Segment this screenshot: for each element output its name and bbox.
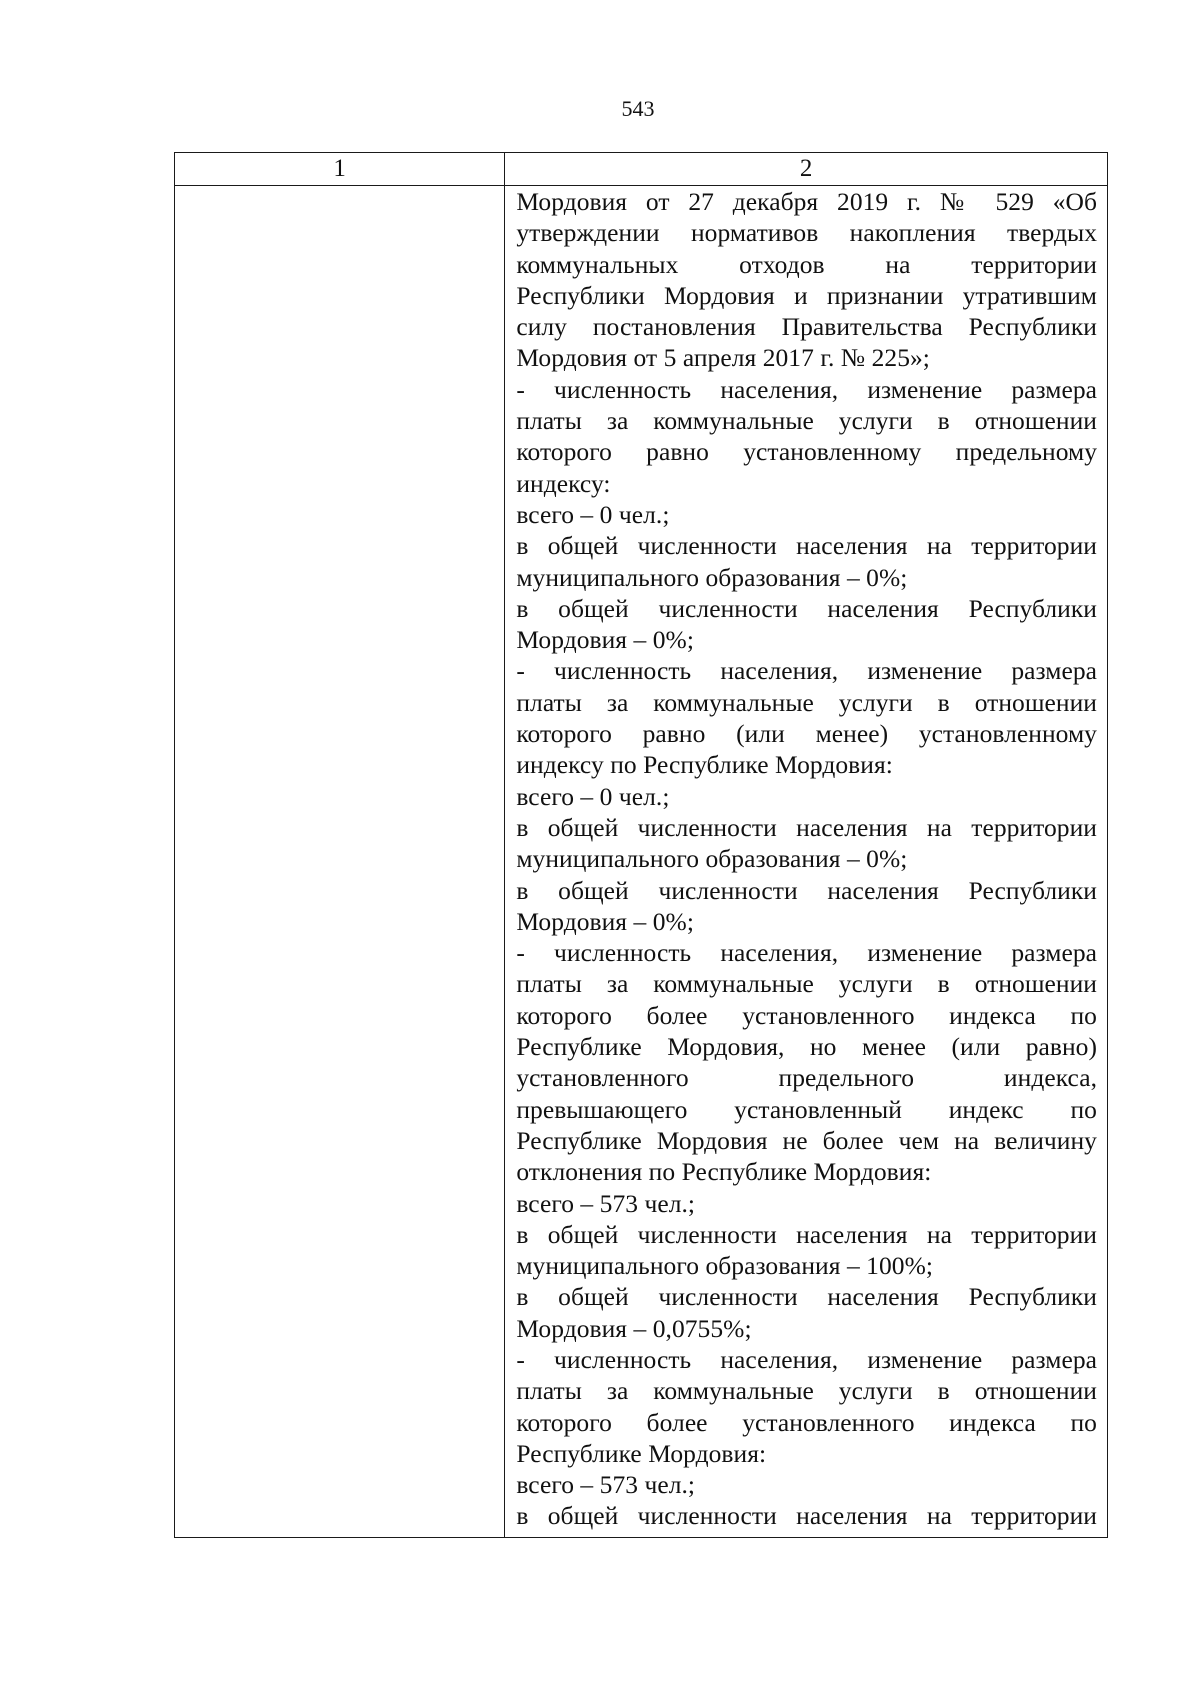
text-line: Мордовия – 0%; <box>516 906 694 936</box>
text-line: превышающего установленный индекс по <box>516 1094 1097 1124</box>
text-line: Мордовия от 27 декабря 2019 г. № 529 «Об <box>516 187 1097 216</box>
text-line: коммунальных отходов на территории <box>516 249 1097 279</box>
text-line: в общей численности населения на территории <box>516 531 1097 561</box>
text-line: Мордовия – 0%; <box>516 625 694 655</box>
text-line: которого более установленного индекса по <box>516 1000 1097 1030</box>
text-line: всего – 0 чел.; <box>516 499 670 529</box>
text-line: индексу: <box>516 468 611 498</box>
text-line: Республике Мордовия не более чем на величину <box>516 1125 1097 1155</box>
text-line: Мордовия – 0,0755%; <box>516 1313 752 1343</box>
text-line: муниципального образования – 100%; <box>516 1251 933 1281</box>
text-line: в общей численности населения на территории <box>516 1219 1097 1249</box>
text-line: платы за коммунальные услуги в отношении <box>516 687 1097 717</box>
table-header-row <box>175 153 1108 186</box>
text-line: платы за коммунальные услуги в отношении <box>516 1376 1097 1406</box>
table-row <box>175 186 1108 1538</box>
text-line: Республики Мордовия и признании утратившим <box>516 280 1097 310</box>
text-line: муниципального образования – 0%; <box>516 844 908 874</box>
text-line: Республике Мордовия, но менее (или равно) <box>516 1032 1097 1062</box>
text-line: в общей численности населения на территории <box>516 812 1097 842</box>
text-line: которого более установленного индекса по <box>516 1407 1097 1437</box>
page-number: 543 <box>621 96 655 121</box>
text-line: отклонения по Республике Мордовия: <box>516 1157 932 1187</box>
text-line: - численность населения, изменение размера <box>516 938 1097 968</box>
text-line: которого равно (или менее) установленному <box>516 719 1097 749</box>
text-line: в общей численности населения Республики <box>516 593 1097 623</box>
text-line: в общей численности населения Республики <box>516 875 1097 905</box>
column-2-cell <box>505 186 1108 1538</box>
text-line: платы за коммунальные услуги в отношении <box>516 969 1097 999</box>
text-line: всего – 573 чел.; <box>516 1470 696 1500</box>
column-2-text <box>505 186 1107 1532</box>
text-line: всего – 0 чел.; <box>516 781 670 811</box>
text-line: всего – 573 чел.; <box>516 1188 696 1218</box>
text-line: - численность населения, изменение размера <box>516 656 1097 686</box>
text-line: платы за коммунальные услуги в отношении <box>516 406 1097 436</box>
text-line: которого равно установленному предельному <box>516 437 1097 467</box>
text-line: утверждении нормативов накопления твердых <box>516 218 1097 248</box>
text-line: Республике Мордовия: <box>516 1438 767 1468</box>
text-line: индексу по Республике Мордовия: <box>516 750 893 780</box>
text-line: в общей численности населения Республики <box>516 1282 1097 1312</box>
text-line: в общей численности населения на территории <box>516 1501 1097 1531</box>
text-line: муниципального образования – 0%; <box>516 562 908 592</box>
column-1-header: 1 <box>175 153 505 186</box>
text-line: - численность населения, изменение размера <box>516 1344 1097 1374</box>
text-line: Мордовия от 5 апреля 2017 г. № 225»; <box>516 343 930 373</box>
column-2-header: 2 <box>505 153 1108 186</box>
document-table <box>174 152 1108 1538</box>
text-line: установленного предельного индекса, <box>516 1063 1097 1093</box>
column-1-cell <box>175 186 505 1538</box>
text-line: силу постановления Правительства Республики <box>516 312 1097 342</box>
text-line: - численность населения, изменение размера <box>516 374 1097 404</box>
